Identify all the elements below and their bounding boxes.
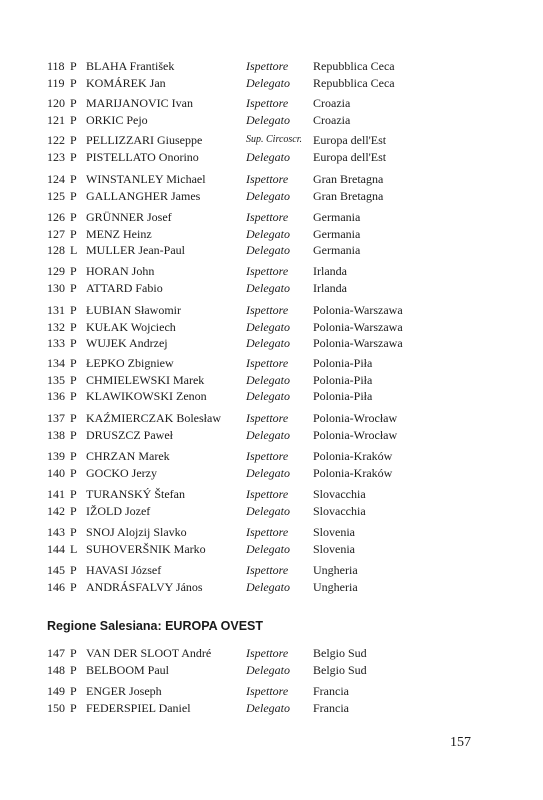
- list-item: [0, 302, 543, 319]
- entry-region: Irlanda: [313, 280, 347, 295]
- entry-type: P: [70, 280, 77, 295]
- list-item: [0, 226, 543, 243]
- entry-type: P: [70, 75, 77, 90]
- entry-region: Croazia: [313, 96, 351, 110]
- entry-region: Ungheria: [313, 579, 358, 594]
- entry-region: Germania: [313, 243, 361, 257]
- entry-name: ORKIC Pejo: [86, 112, 148, 127]
- entry-number: 123: [47, 149, 65, 164]
- entry-number: 124: [47, 172, 65, 186]
- entry-region: Repubblica Ceca: [313, 75, 395, 90]
- entry-type: P: [70, 389, 77, 403]
- entry-type: P: [70, 149, 77, 164]
- entry-region: Slovacchia: [313, 503, 366, 518]
- entry-region: Europa dell'Est: [313, 149, 387, 164]
- entry-type: P: [70, 172, 77, 186]
- entry-role: Delegato: [246, 336, 290, 350]
- entry-type: P: [70, 112, 77, 127]
- entry-region: Polonia-Warszawa: [313, 319, 403, 334]
- entry-type: P: [70, 336, 77, 350]
- section-heading: Regione Salesiana: EUROPA OVEST: [47, 619, 264, 633]
- entry-role: Ispettore: [246, 525, 289, 539]
- list-item: [0, 541, 543, 558]
- entry-type: P: [70, 662, 77, 677]
- entry-type: P: [70, 303, 77, 317]
- entry-type: P: [70, 59, 77, 73]
- entry-name: MULLER Jean-Paul: [86, 243, 185, 257]
- entry-number: 133: [47, 336, 65, 350]
- entry-number: 128: [47, 243, 65, 257]
- entry-number: 126: [47, 210, 65, 224]
- entry-role: Delegato: [246, 75, 290, 90]
- list-item: [0, 645, 543, 662]
- list-item: [0, 188, 543, 205]
- entry-role: Delegato: [246, 503, 290, 518]
- entry-number: 144: [47, 541, 65, 556]
- entry-region: Belgio Sud: [313, 662, 367, 677]
- entry-type: P: [70, 264, 77, 278]
- entry-group: [0, 486, 543, 519]
- entry-name: IŽOLD Jozef: [86, 503, 151, 518]
- entry-type: P: [70, 210, 77, 224]
- entry-region: Slovenia: [313, 541, 355, 556]
- entry-role: Ispettore: [246, 563, 289, 577]
- entry-type: P: [70, 96, 77, 110]
- entry-name: BELBOOM Paul: [86, 662, 170, 677]
- list-item: [0, 388, 543, 405]
- entry-role: Ispettore: [246, 303, 289, 317]
- entry-number: 136: [47, 389, 65, 403]
- list-item: [0, 372, 543, 389]
- entry-role: Delegato: [246, 579, 290, 594]
- entry-role: Delegato: [246, 427, 290, 442]
- list-item: [0, 112, 543, 129]
- list-item: [0, 427, 543, 444]
- entry-role: Delegato: [246, 541, 290, 556]
- entry-name: HAVASI József: [86, 563, 162, 577]
- entry-region: Polonia-Kraków: [313, 465, 393, 480]
- entry-group: [0, 263, 543, 296]
- entry-region: Francia: [313, 700, 349, 715]
- entry-number: 137: [47, 411, 65, 425]
- entry-number: 122: [47, 133, 65, 147]
- entry-region: Slovacchia: [313, 487, 366, 501]
- entry-group: [0, 209, 543, 259]
- entry-region: Irlanda: [313, 264, 347, 278]
- entry-name: ENGER Joseph: [86, 684, 162, 698]
- list-item: [0, 149, 543, 166]
- entry-name: KOMÁREK Jan: [86, 75, 166, 90]
- entry-region: Polonia-Piła: [313, 389, 373, 403]
- entry-number: 148: [47, 662, 65, 677]
- entry-role: Delegato: [246, 389, 290, 403]
- entry-region: Slovenia: [313, 525, 355, 539]
- entry-type: P: [70, 563, 77, 577]
- list-item: [0, 75, 543, 92]
- entry-group: [0, 562, 543, 595]
- entry-number: 135: [47, 372, 65, 387]
- list-item: [0, 524, 543, 541]
- list-item: [0, 242, 543, 259]
- entry-type: P: [70, 226, 77, 241]
- entry-number: 149: [47, 684, 65, 698]
- entry-type: P: [70, 487, 77, 501]
- list-item: [0, 662, 543, 679]
- entry-role: Delegato: [246, 243, 290, 257]
- entry-role: Delegato: [246, 226, 290, 241]
- entry-group: [0, 645, 543, 678]
- entry-name: MENZ Heinz: [86, 226, 152, 241]
- entry-role: Ispettore: [246, 684, 289, 698]
- entry-role: Delegato: [246, 188, 290, 203]
- entry-number: 129: [47, 264, 65, 278]
- entry-name: MARIJANOVIC Ivan: [86, 96, 193, 110]
- entry-number: 118: [47, 59, 65, 73]
- list-item: [0, 410, 543, 427]
- entry-name: WUJEK Andrzej: [86, 336, 168, 350]
- entry-number: 125: [47, 188, 65, 203]
- entry-group: [0, 171, 543, 204]
- entry-group: [0, 58, 543, 91]
- entry-name: CHRZAN Marek: [86, 449, 170, 463]
- list-item: [0, 58, 543, 75]
- entry-region: Francia: [313, 684, 349, 698]
- entry-name: CHMIELEWSKI Marek: [86, 372, 205, 387]
- entry-role: Delegato: [246, 465, 290, 480]
- entry-name: GALLANGHER James: [86, 188, 201, 203]
- entry-name: VAN DER SLOOT André: [86, 646, 212, 660]
- entry-name: HORAN John: [86, 264, 155, 278]
- entry-role: Ispettore: [246, 411, 289, 425]
- entry-role: Delegato: [246, 280, 290, 295]
- list-item: [0, 448, 543, 465]
- entry-name: TURANSKÝ Štefan: [86, 487, 185, 501]
- entry-name: ATTARD Fabio: [86, 280, 163, 295]
- entry-group: [0, 683, 543, 716]
- entry-name: KLAWIKOWSKI Zenon: [86, 389, 207, 403]
- entry-type: P: [70, 525, 77, 539]
- entry-region: Croazia: [313, 112, 351, 127]
- entry-name: WINSTANLEY Michael: [86, 172, 206, 186]
- entry-region: Europa dell'Est: [313, 133, 387, 147]
- entry-name: DRUSZCZ Paweł: [86, 427, 173, 442]
- entry-type: P: [70, 319, 77, 334]
- entry-region: Gran Bretagna: [313, 172, 384, 186]
- entry-role: Ispettore: [246, 646, 289, 660]
- entry-number: 119: [47, 75, 65, 90]
- entry-number: 130: [47, 280, 65, 295]
- entry-role: Ispettore: [246, 449, 289, 463]
- list-item: [0, 209, 543, 226]
- entry-type: P: [70, 700, 77, 715]
- list-item: [0, 319, 543, 336]
- entry-group: [0, 524, 543, 557]
- entry-type: L: [70, 243, 78, 257]
- entry-number: 145: [47, 563, 65, 577]
- entry-name: ANDRÁSFALVY János: [86, 579, 203, 594]
- list-item: [0, 579, 543, 596]
- entry-group: [0, 95, 543, 128]
- entry-type: P: [70, 356, 77, 370]
- entry-role: Ispettore: [246, 59, 289, 73]
- entry-role: Ispettore: [246, 172, 289, 186]
- list-item: [0, 280, 543, 297]
- entry-name: BLAHA František: [86, 59, 175, 73]
- entry-role: Delegato: [246, 319, 290, 334]
- entry-name: GOCKO Jerzy: [86, 465, 157, 480]
- entry-region: Polonia-Wrocław: [313, 427, 398, 442]
- entry-number: 147: [47, 646, 65, 660]
- entry-number: 142: [47, 503, 65, 518]
- entry-name: ŁEPKO Zbigniew: [86, 356, 174, 370]
- entry-number: 121: [47, 112, 65, 127]
- entry-role: Delegato: [246, 372, 290, 387]
- entry-number: 143: [47, 525, 65, 539]
- list-item: [0, 700, 543, 717]
- entry-group: [0, 355, 543, 405]
- entry-type: P: [70, 372, 77, 387]
- list-item: [0, 465, 543, 482]
- entry-number: 139: [47, 449, 65, 463]
- entry-region: Polonia-Piła: [313, 356, 373, 370]
- list-item: [0, 95, 543, 112]
- entry-number: 131: [47, 303, 65, 317]
- entry-role: Ispettore: [246, 356, 289, 370]
- entry-type: P: [70, 465, 77, 480]
- entry-region: Belgio Sud: [313, 646, 367, 660]
- entry-number: 134: [47, 356, 65, 370]
- entry-type: P: [70, 579, 77, 594]
- entry-type: P: [70, 411, 77, 425]
- entry-name: PISTELLATO Onorino: [86, 149, 199, 164]
- entry-type: P: [70, 133, 77, 147]
- entry-type: P: [70, 684, 77, 698]
- list-item: [0, 683, 543, 700]
- entry-group: [0, 302, 543, 352]
- entry-type: P: [70, 646, 77, 660]
- list-item: [0, 562, 543, 579]
- entry-name: FEDERSPIEL Daniel: [86, 700, 191, 715]
- entry-region: Gran Bretagna: [313, 188, 384, 203]
- entry-role: Delegato: [246, 149, 290, 164]
- page-number: 157: [450, 735, 471, 750]
- entry-group: [0, 448, 543, 481]
- entry-number: 150: [47, 700, 65, 715]
- entry-region: Germania: [313, 226, 361, 241]
- entry-type: L: [70, 541, 78, 556]
- entry-region: Repubblica Ceca: [313, 59, 395, 73]
- entry-type: P: [70, 427, 77, 442]
- entry-type: P: [70, 449, 77, 463]
- entry-region: Polonia-Piła: [313, 372, 373, 387]
- entry-number: 127: [47, 226, 65, 241]
- entry-name: SNOJ Alojzij Slavko: [86, 525, 187, 539]
- entry-name: KUŁAK Wojciech: [86, 319, 176, 334]
- entry-name: GRÜNNER Josef: [86, 210, 172, 224]
- entry-name: ŁUBIAN Sławomir: [86, 303, 181, 317]
- entry-region: Polonia-Kraków: [313, 449, 393, 463]
- entry-region: Ungheria: [313, 563, 358, 577]
- entry-number: 146: [47, 579, 65, 594]
- entry-role: Ispettore: [246, 96, 289, 110]
- list-item: [0, 486, 543, 503]
- list-item: [0, 171, 543, 188]
- entry-role: Ispettore: [246, 210, 289, 224]
- entry-region: Polonia-Warszawa: [313, 336, 403, 350]
- entry-type: P: [70, 503, 77, 518]
- entry-number: 120: [47, 96, 65, 110]
- entry-number: 132: [47, 319, 65, 334]
- entry-number: 140: [47, 465, 65, 480]
- list-item: [0, 503, 543, 520]
- entry-role: Ispettore: [246, 264, 289, 278]
- entry-region: Polonia-Warszawa: [313, 303, 403, 317]
- list-item: [0, 263, 543, 280]
- list-item: [0, 132, 543, 149]
- list-item: [0, 335, 543, 352]
- entry-name: PELLIZZARI Giuseppe: [86, 133, 203, 147]
- entry-number: 141: [47, 487, 65, 501]
- entry-group: [0, 132, 543, 165]
- list-item: [0, 355, 543, 372]
- entry-role: Sup. Circoscr.: [246, 134, 303, 145]
- entry-region: Polonia-Wrocław: [313, 411, 398, 425]
- entry-role: Delegato: [246, 700, 290, 715]
- entry-role: Delegato: [246, 112, 290, 127]
- entry-role: Ispettore: [246, 487, 289, 501]
- entry-name: SUHOVERŠNIK Marko: [86, 541, 206, 556]
- entry-group: [0, 410, 543, 443]
- entry-number: 138: [47, 427, 65, 442]
- entry-type: P: [70, 188, 77, 203]
- entry-region: Germania: [313, 210, 361, 224]
- entry-name: KAŹMIERCZAK Bolesław: [86, 411, 221, 425]
- entry-role: Delegato: [246, 662, 290, 677]
